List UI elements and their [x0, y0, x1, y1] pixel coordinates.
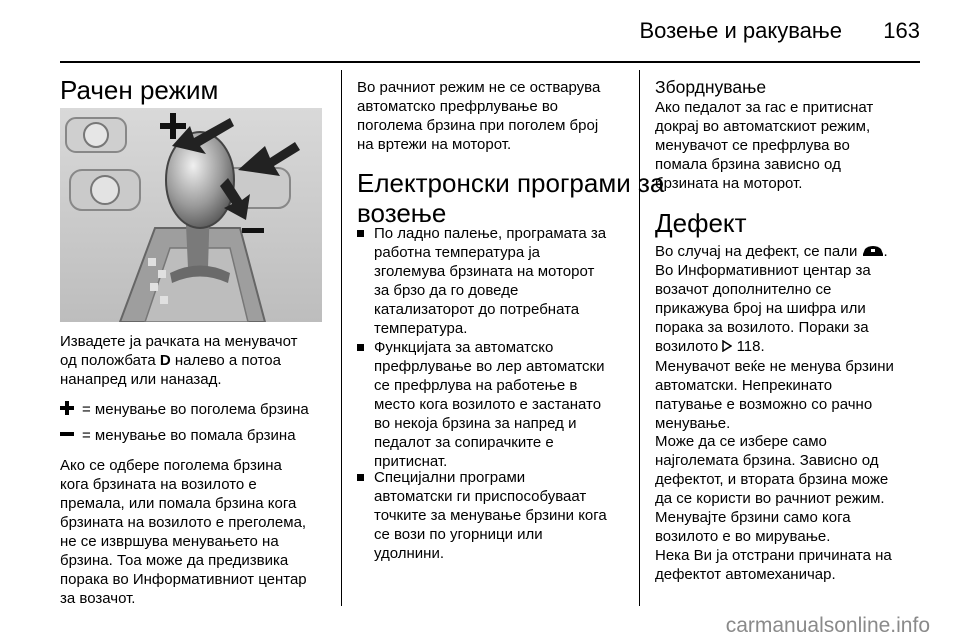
drive-position-label: D [159, 352, 171, 369]
bullet-icon [357, 344, 364, 351]
fault-manual-shifting-paragraph: Менувачот веќе не менува брзини автоматски. Непрекинато патување е возможно со рачно менување. [655, 358, 894, 432]
plus-icon [60, 401, 74, 415]
watermark: carmanualsonline.info [725, 614, 930, 637]
legend-downshift: = менување во помала брзина [60, 426, 296, 445]
gear-limit-paragraph: Ако се одбере поголема брзина кога брзината на возилото е премала, или помала брзина кога брзината на возилото е преголема, не се извршува менувањето на брзина. Тоа може да предизвика порака во Информативниот центар за возачот. [60, 457, 307, 607]
car-warning-icon [862, 245, 884, 257]
section-heading-kickdown: Зборднување [655, 77, 767, 97]
fault-paragraph: Во случај на дефект, се пали . Во Информативниот центар за возачот дополнително се прикажува број на шифра или порака за возилото. Пораки за возилото 118. [655, 243, 888, 355]
column-divider-1 [341, 70, 342, 606]
minus-icon [60, 432, 74, 436]
running-header-title: Возење и ракување [639, 18, 842, 43]
manual-mode-note: Во рачниот режим не се остварува автоматско префрлување во поголема брзина при поголем број на вртежи на моторот. [357, 79, 601, 153]
page-reference-icon [722, 340, 732, 352]
manual-mode-instruction: Извадете ја рачката на менувачот од положбата D налево а потоа нанапред или наназад. [60, 333, 298, 388]
page-number: 163 [883, 18, 920, 43]
bullet-icon [357, 230, 364, 237]
bullet-icon [357, 474, 364, 481]
fault-mechanic-paragraph: Нека Ви ја отстрани причината на дефектот автомеханичар. [655, 547, 892, 583]
section-heading-fault: Дефект [655, 208, 747, 238]
section-heading-electronic-programs: Електронски програми за возење [357, 168, 665, 228]
column-divider-2 [639, 70, 640, 606]
header-divider [60, 61, 920, 63]
section-heading-manual-mode: Рачен режим [60, 75, 219, 105]
gear-lever-illustration [60, 108, 322, 322]
kickdown-paragraph: Ако педалот за гас е притиснат докрај во автоматскиот режим, менувачот се префрлува во помала брзина зависно од брзината на моторот. [655, 99, 874, 192]
fault-highest-gear-paragraph: Може да се избере само најголемата брзина. Зависно од дефектот, и втората брзина може да се користи во рачниот режим. Менувајте брзини само кога возилото е во мирување. [655, 433, 889, 545]
legend-upshift: = менување во поголема брзина [60, 400, 309, 419]
